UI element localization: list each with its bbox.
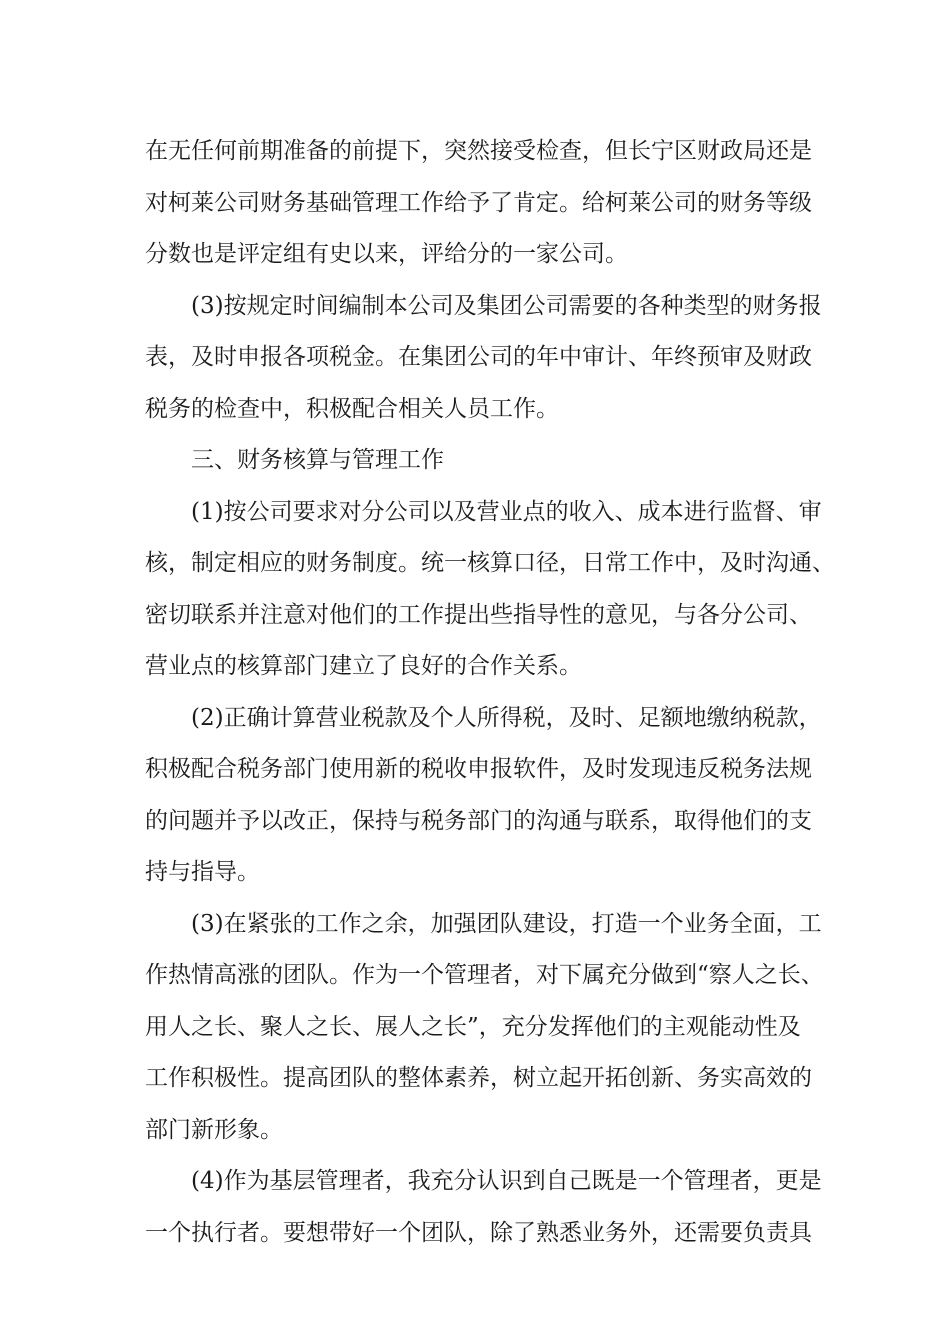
- body-line: 作热情高涨的团队。作为一个管理者，对下属充分做到“察人之长、: [145, 962, 824, 988]
- body-line: 营业点的核算部门建立了良好的合作关系。: [145, 653, 582, 679]
- body-line: 持与指导。: [145, 859, 260, 885]
- body-line: 部门新形象。: [145, 1116, 283, 1143]
- section-heading: 三、财务核算与管理工作: [191, 447, 444, 473]
- body-line: 工作积极性。提高团队的整体素养，树立起开拓创新、务实高效的: [145, 1065, 812, 1091]
- paragraph-start-line: (2)正确计算营业税款及个人所得税，及时、足额地缴纳税款，: [191, 704, 822, 731]
- paragraph-start-line: (4)作为基层管理者，我充分认识到自己既是一个管理者，更是: [191, 1168, 822, 1194]
- document-body: [145, 128, 835, 1261]
- body-line: 在无任何前期准备的前提下，突然接受检查，但长宁区财政局还是: [145, 138, 812, 164]
- body-line: 分数也是评定组有史以来，评给分的一家公司。: [145, 241, 628, 267]
- body-line: 的问题并予以改正，保持与税务部门的沟通与联系，取得他们的支: [145, 807, 812, 834]
- body-line: 积极配合税务部门使用新的税收申报软件，及时发现违反税务法规: [145, 756, 812, 782]
- paragraph-start-line: (1)按公司要求对分公司以及营业点的收入、成本进行监督、审: [191, 498, 822, 525]
- body-line: 表，及时申报各项税金。在集团公司的年中审计、年终预审及财政: [145, 344, 812, 370]
- body-line: 用人之长、聚人之长、展人之长”，充分发挥他们的主观能动性及: [145, 1013, 801, 1040]
- body-line: 密切联系并注意对他们的工作提出些指导性的意见，与各分公司、: [145, 601, 812, 628]
- paragraph-start-line: (3)按规定时间编制本公司及集团公司需要的各种类型的财务报: [191, 292, 822, 319]
- paragraph-start-line: (3)在紧张的工作之余，加强团队建设，打造一个业务全面，工: [191, 910, 822, 937]
- body-line: 对柯莱公司财务基础管理工作给予了肯定。给柯莱公司的财务等级: [145, 189, 812, 216]
- body-line: 核，制定相应的财务制度。统一核算口径，日常工作中，及时沟通、: [145, 550, 835, 576]
- body-line: 税务的检查中，积极配合相关人员工作。: [145, 395, 559, 422]
- body-line: 一个执行者。要想带好一个团队，除了熟悉业务外，还需要负责具: [145, 1219, 812, 1246]
